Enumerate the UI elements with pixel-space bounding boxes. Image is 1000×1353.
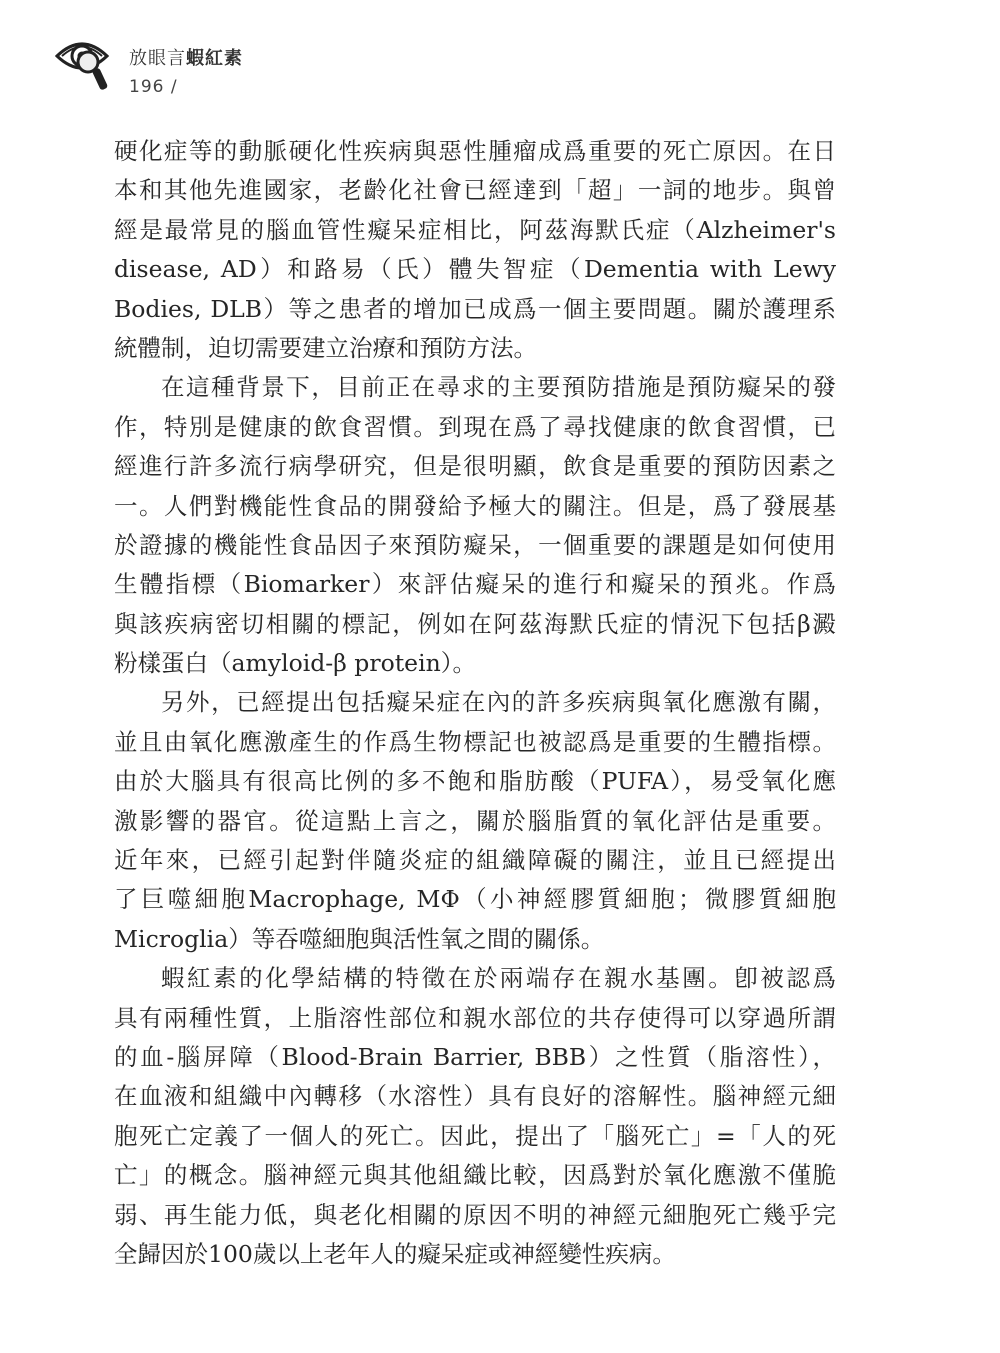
text-line: 蝦紅素的化學結構的特徵在於兩端存在親水基團。卽被認爲	[161, 964, 836, 993]
text-line: 另外，已經提出包括癡呆症在內的許多疾病與氧化應激有關，	[161, 688, 836, 717]
page-header	[55, 30, 355, 110]
text-line: 在血液和組織中內轉移（水溶性）具有良好的溶解性。腦神經元細	[114, 1082, 836, 1111]
text-line: Bodies, DLB）等之患者的增加已成爲一個主要問題。關於護理系	[114, 294, 836, 323]
text-line: 一。人們對機能性食品的開發給予極大的關注。但是，爲了發展基	[114, 491, 836, 520]
text-line: 與該疾病密切相關的標記，例如在阿茲海默氏症的情況下包括β澱	[114, 609, 836, 638]
text-line: 全歸因於100歲以上老年人的癡呆症或神經變性疾病。	[114, 1239, 676, 1268]
paragraph	[114, 959, 836, 1274]
text-line: 的血-腦屏障（Blood-Brain Barrier, BBB）之性質（脂溶性），	[114, 1042, 836, 1071]
text-line: 在這種背景下，目前正在尋求的主要預防措施是預防癡呆的發	[161, 373, 836, 402]
page-number: 196 /	[129, 77, 178, 97]
paragraph	[114, 132, 836, 368]
text-line: 經進行許多流行病學研究，但是很明顯，飲食是重要的預防因素之	[114, 452, 836, 481]
text-line: 近年來，已經引起對伴隨炎症的組織障礙的關注，並且已經提出	[114, 846, 836, 875]
text-line: Microglia）等吞噬細胞與活性氧之間的關係。	[114, 924, 605, 953]
text-line: 生體指標（Biomarker）來評估癡呆的進行和癡呆的預兆。作爲	[114, 570, 836, 599]
text-line: 於證據的機能性食品因子來預防癡呆，一個重要的課題是如何使用	[114, 530, 836, 559]
paragraph	[114, 683, 836, 959]
text-line: 弱、再生能力低，與老化相關的原因不明的神經元細胞死亡幾乎完	[114, 1200, 836, 1229]
book-title: 放眼言蝦紅素	[129, 48, 243, 69]
text-line: 由於大腦具有很高比例的多不飽和脂肪酸（PUFA），易受氧化應	[114, 767, 836, 796]
text-line: 統體制，迫切需要建立治療和預防方法。	[114, 333, 537, 362]
text-line: 本和其他先進國家，老齡化社會已經達到「超」一詞的地步。與曾	[114, 176, 836, 205]
text-line: disease, AD）和路易（氏）體失智症（Dementia with Lewy	[114, 255, 836, 284]
body-text	[114, 132, 836, 1274]
text-line: 粉樣蛋白（amyloid-β protein）。	[114, 649, 476, 678]
text-line: 硬化症等的動脈硬化性疾病與惡性腫瘤成爲重要的死亡原因。在日	[114, 137, 836, 165]
text-line: 具有兩種性質，上脂溶性部位和親水部位的共存使得可以穿過所謂	[114, 1003, 836, 1032]
text-line: 經是最常見的腦血管性癡呆症相比，阿茲海默氏症（Alzheimer's	[114, 215, 836, 244]
text-line: 亡」的概念。腦神經元與其他組織比較，因爲對於氧化應激不僅脆	[114, 1161, 836, 1190]
text-line: 並且由氧化應激產生的作爲生物標記也被認爲是重要的生體指標。	[114, 727, 836, 756]
text-line: 激影響的器官。從這點上言之，關於腦脂質的氧化評估是重要。	[114, 806, 836, 835]
paragraph	[114, 368, 836, 683]
text-line: 作，特別是健康的飲食習慣。到現在爲了尋找健康的飲食習慣，已	[114, 412, 836, 441]
text-line: 胞死亡定義了一個人的死亡。因此，提出了「腦死亡」=「人的死	[114, 1121, 836, 1150]
text-line: 了巨噬細胞Macrophage, MΦ（小神經膠質細胞；微膠質細胞	[114, 885, 836, 914]
eye-magnifier-logo-icon	[55, 34, 117, 94]
